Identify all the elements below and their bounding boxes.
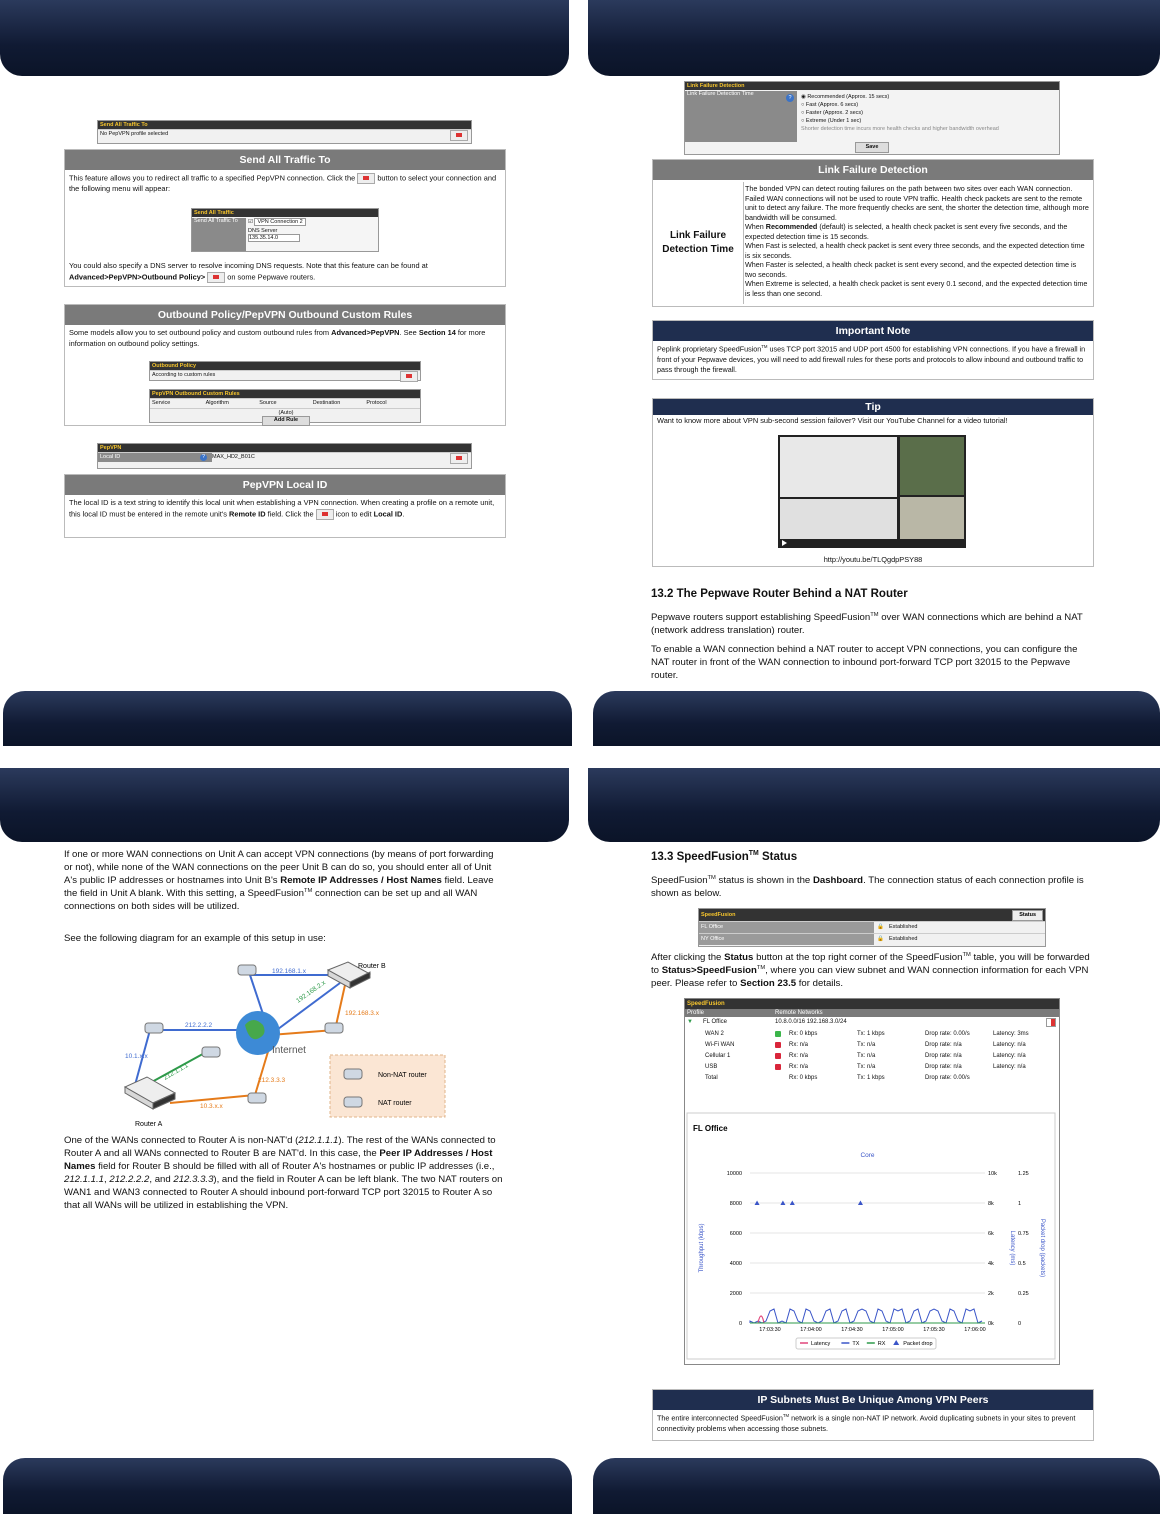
y-tick-label: 8000 — [729, 1201, 742, 1207]
text: over WAN connections which are behind a NAT (network address translation) router. — [651, 612, 1083, 637]
legend-label: RX — [877, 1341, 886, 1347]
text: field. Leave the field in Unit A blank. With this setting, a SpeedFusion — [64, 874, 494, 899]
y2-tick-label: 2k — [988, 1291, 994, 1297]
paragraph — [651, 612, 1093, 638]
box-body — [65, 495, 505, 523]
option-label: Faster (Approx. 2 secs) — [805, 110, 864, 116]
option-label: Fast (Approx. 6 secs) — [805, 102, 859, 108]
y3-tick-label: 0 — [1018, 1321, 1022, 1327]
text: , and — [149, 1173, 171, 1185]
text: field. Click the — [267, 509, 314, 519]
ip-label: 192.168.3.x — [345, 1010, 379, 1017]
ip-text: 212.1.1.1 — [64, 1173, 105, 1185]
status-button[interactable]: Status — [1012, 910, 1043, 921]
nat-router-icon — [145, 1023, 163, 1033]
help-icon[interactable]: ? — [786, 94, 794, 102]
edit-icon — [207, 272, 225, 283]
option-recommended[interactable]: ◉ Recommended (Approx. 15 secs) — [801, 94, 890, 100]
text: for more information on outbound policy settings. — [69, 328, 486, 348]
tx-value: Tx: n/a — [857, 1053, 876, 1059]
x-tick-label: 17:03:30 — [759, 1327, 781, 1333]
text: uses TCP port 32015 and UDP port 4500 for establishing VPN connections. If you have a firewall in front of your Pepwave devices, you will need to add firewall rules for these ports and protocols to allow inbound and outbound traffic to pass through the firewall. — [657, 344, 1086, 375]
ip-text: 212.1.1.1 — [298, 1135, 339, 1146]
paragraph: To enable a WAN connection behind a NAT router to accept VPN connections, you can configure the NAT router in front of the WAN connection to inbound port-forward TCP port 32015 to the Pepwave router. — [651, 644, 1078, 681]
text: When Extreme is selected, a health check packet is sent every 0.1 second, and the expected detection time is less than one second. — [745, 279, 1088, 298]
save-button[interactable]: Save — [855, 142, 889, 153]
field-name: Remote ID — [229, 509, 266, 519]
panel-bar: SpeedFusion — [685, 999, 1059, 1009]
y3-axis-label: Packet drop (packets) — [1039, 1218, 1045, 1278]
y-tick-label: 2000 — [729, 1291, 742, 1297]
panel-header — [685, 1009, 1059, 1017]
text: seconds, and the expected detection time is 15 seconds. — [745, 222, 1068, 241]
text: network is a single non-NAT IP network. Avoid duplicating subnets in your sites to prevent connectivity problems when accessing those subnets. — [657, 1413, 1076, 1433]
col-header: Protocol — [366, 400, 387, 406]
status-icon — [775, 1053, 781, 1059]
wan-name: USB — [705, 1064, 718, 1070]
nat-router-icon — [248, 1093, 266, 1103]
text: You could also specify a DNS server to resolve incoming DNS requests. Note that this feature can be found at — [69, 261, 428, 270]
status-icon — [775, 1042, 781, 1048]
text: status is shown in the — [718, 875, 811, 887]
tm: TM — [748, 850, 759, 857]
status-icon — [775, 1064, 781, 1070]
internet-label: Internet — [272, 1045, 306, 1056]
ui-row — [150, 370, 420, 380]
option-label: Recommended (Approx. 15 secs) — [807, 94, 890, 100]
video-router-view — [900, 497, 964, 539]
text: button at the top right corner of the SpeedFusion — [756, 952, 963, 964]
nat-network-diagram — [110, 955, 455, 1130]
path-text: Status>SpeedFusion — [661, 965, 757, 977]
col-remote: Remote Networks — [775, 1010, 823, 1016]
x-tick-label: 17:05:00 — [882, 1327, 904, 1333]
custom-rules-ui — [149, 389, 421, 423]
tx-value: Tx: n/a — [857, 1042, 876, 1048]
x-tick-label: 17:05:30 — [923, 1327, 945, 1333]
text: . — [402, 509, 405, 519]
ui-row-text: No PepVPN profile selected — [100, 131, 169, 137]
paragraph — [651, 952, 1093, 991]
ui-bar: Send All Traffic To — [98, 121, 471, 129]
dns-label: DNS Server — [248, 228, 278, 234]
ip-text: 212.3.3.3 — [173, 1173, 214, 1185]
vpn-select[interactable]: ☑ VPN Connection 2 — [248, 219, 306, 227]
text: . The connection status of each connection profile is shown as below. — [651, 875, 1084, 900]
outbound-policy-box — [64, 304, 506, 426]
page2-header-band — [588, 0, 1160, 76]
paragraph — [651, 875, 1093, 901]
profile-name: FL Office — [699, 922, 874, 933]
box-body — [65, 170, 505, 198]
non-nat-router-icon — [344, 1069, 362, 1079]
tm: TM — [782, 1413, 790, 1418]
box-title: Outbound Policy/PepVPN Outbound Custom Rules — [65, 305, 505, 325]
edit-icon — [357, 173, 375, 184]
profile-status: Established — [889, 924, 918, 930]
tm: TM — [756, 965, 766, 972]
x-tick-label: 17:04:00 — [800, 1327, 822, 1333]
bold-text: Recommended — [765, 222, 818, 231]
wan-row — [685, 1051, 1059, 1062]
local-id-value: MAX_HD2_B01C — [212, 454, 255, 460]
nat-router-icon — [238, 965, 256, 975]
ui-bar: Link Failure Detection — [685, 82, 1059, 90]
bold-text: Dashboard — [812, 875, 864, 887]
y3-tick-label: 0.25 — [1018, 1291, 1029, 1297]
wan-table — [685, 1027, 1059, 1083]
text: , where you can view subnet and WAN connection information for each VPN peer. Please refer to — [651, 965, 1089, 990]
y-tick-label: 10000 — [726, 1171, 742, 1177]
text: If one or more WAN connections on Unit A can accept VPN connections (by means of port forwarding or not), while none of the WAN connections on the peer Unit B can do so, you should enter all of Unit A's public IP addresses or hostnames into Unit B's — [64, 849, 494, 886]
local-id-label: Local ID — [98, 453, 212, 462]
video-camera-view — [900, 437, 964, 495]
x-tick-label: 17:04:30 — [841, 1327, 863, 1333]
expand-icon[interactable]: ▼ — [687, 1019, 693, 1025]
paragraph: See the following diagram for an example of this setup in use: — [64, 933, 326, 944]
y2-tick-label: 0k — [988, 1321, 994, 1327]
tm: TM — [761, 344, 768, 349]
box-title: Send All Traffic To — [65, 150, 505, 170]
video-thumbnail[interactable] — [778, 435, 966, 548]
col-header: Algorithm — [205, 400, 229, 406]
box-body — [653, 1410, 1093, 1437]
help-icon[interactable]: ? — [201, 454, 206, 460]
option-extreme[interactable]: ○ Extreme (Under 1 sec) — [801, 118, 862, 124]
text: Pepwave routers support establishing SpeedFusion — [651, 612, 871, 624]
drop-value: Drop rate: n/a — [925, 1042, 962, 1048]
text: The bonded VPN can detect routing failures on the path between two sites over each WAN connection. Failed WAN connections will not be used to route VPN traffic. Health check packets are sent to the remote unit to detect any failure. The more frequently checks are sent, the shorter the detection time, although more bandwidth will be consumed. — [745, 184, 1089, 222]
legend-label: TX — [852, 1341, 860, 1347]
text: field for Router B should be filled with all of Router A's hostnames or public IP addresses (i.e., — [98, 1160, 495, 1172]
text: The entire interconnected SpeedFusion — [657, 1413, 783, 1423]
text: ). The rest of the WANs connected to Router A and all WANs connected to Router B are NAT'd. In this case, the — [64, 1135, 496, 1159]
link-failure-ui — [684, 81, 1060, 155]
edit-icon[interactable] — [450, 453, 468, 464]
y2-tick-label: 4k — [988, 1261, 994, 1267]
wan-row — [685, 1062, 1059, 1073]
play-icon[interactable] — [782, 540, 787, 546]
y2-tick-label: 10k — [988, 1171, 997, 1177]
ip-label: 212.3.3.3 — [258, 1077, 286, 1084]
y2-axis-label: Latency (ms) — [1009, 1230, 1015, 1266]
tx-value: Tx: 1 kbps — [857, 1031, 885, 1037]
drop-value: Drop rate: n/a — [925, 1064, 962, 1070]
latency-value: Latency: 3ms — [993, 1031, 1029, 1037]
lock-icon: 🔒 — [877, 924, 884, 930]
edit-icon[interactable] — [400, 371, 418, 382]
path-text: Advanced>PepVPN>Outbound Policy> — [69, 272, 206, 282]
text: button to select your connection and the following menu will appear: — [69, 173, 497, 194]
option-label: Extreme (Under 1 sec) — [805, 118, 862, 124]
field-name: Remote IP Addresses / Host Names — [280, 874, 442, 886]
field-name: Peer IP Addresses / Host Names — [64, 1147, 493, 1172]
tip-box — [652, 398, 1094, 567]
link-failure-box — [652, 159, 1094, 307]
send-all-traffic-menu — [191, 208, 379, 252]
video-screen — [780, 499, 897, 539]
text: Status — [761, 850, 798, 863]
bold-text: Status — [724, 952, 754, 964]
text: 13.3 SpeedFusion — [651, 850, 749, 863]
wan-name: Total — [705, 1075, 718, 1081]
ui-row — [98, 452, 471, 462]
ip-text: 212.2.2.2 — [109, 1173, 150, 1185]
non-nat-router-icon — [202, 1047, 220, 1057]
legend-label: NAT router — [378, 1100, 412, 1107]
paragraph — [64, 849, 504, 914]
pepvpn-local-id-box — [64, 474, 506, 538]
rx-value: Rx: n/a — [789, 1042, 809, 1048]
outbound-policy-ui — [149, 361, 421, 381]
box-body — [65, 325, 505, 352]
wan-row — [685, 1029, 1059, 1040]
latency-value: Latency: n/a — [993, 1053, 1026, 1059]
text: SpeedFusion — [651, 875, 708, 887]
throughput-chart — [685, 1111, 1057, 1361]
important-note-box — [652, 320, 1094, 380]
y-tick-label: 0 — [738, 1321, 742, 1327]
ui-bar: PepVPN Outbound Custom Rules — [150, 390, 420, 398]
auto-row: (Auto) — [150, 408, 420, 418]
edit-icon[interactable] — [450, 130, 468, 141]
text: table, you will be forwarded to — [651, 952, 1090, 977]
box-title: Link Failure Detection — [653, 160, 1093, 180]
edit-icon — [316, 509, 334, 520]
ui-row — [98, 129, 471, 139]
chart-frame — [687, 1113, 1055, 1359]
router-a — [125, 1077, 175, 1109]
section-ref: Section 14 — [418, 328, 456, 337]
router-a-label: Router A — [135, 1121, 163, 1128]
legend-label: Non-NAT router — [378, 1072, 427, 1079]
chart-subtitle: Core — [860, 1152, 875, 1159]
legend-box — [330, 1055, 445, 1117]
rx-value: Rx: n/a — [789, 1053, 809, 1059]
y-tick-label: 6000 — [729, 1231, 742, 1237]
tm: TM — [303, 887, 313, 894]
dns-input[interactable]: 135.35.14.0 — [248, 234, 300, 242]
ip-label: 192.168.1.x — [272, 968, 306, 975]
profile-name: NY Office — [699, 934, 874, 945]
text: When Faster is selected, a health check packet is sent every second, and the expected detection time is two seconds. — [745, 260, 1077, 279]
ip-label: 192.168.2.x — [295, 979, 327, 1005]
option-fast[interactable]: ○ Fast (Approx. 6 secs) — [801, 102, 859, 108]
text: When Fast is selected, a health check packet is sent every three seconds, and the expected detection time is six seconds. — [745, 241, 1085, 260]
ip-label: 212.2.2.2 — [185, 1022, 213, 1029]
tm: TM — [707, 875, 716, 881]
text: Some models allow you to set outbound policy and custom outbound rules from — [69, 328, 330, 337]
unique-subnets-box — [652, 1389, 1094, 1441]
profile-name: FL Office — [703, 1019, 728, 1025]
profile-row[interactable] — [699, 921, 1045, 933]
drop-value: Drop rate: n/a — [925, 1053, 962, 1059]
chart-title: FL Office — [693, 1124, 728, 1133]
nat-router-icon — [344, 1097, 362, 1107]
wan-name: Wi-Fi WAN — [705, 1042, 735, 1048]
text: (default) is selected, a health check packet is sent every five — [819, 222, 1011, 231]
page4-header-band — [588, 768, 1160, 842]
lock-icon: 🔒 — [877, 936, 884, 942]
ui-bar: Send All Traffic — [192, 209, 378, 217]
menu-label: Send All Traffic To — [192, 218, 246, 251]
y3-tick-label: 1.25 — [1018, 1171, 1029, 1177]
y-axis-label: Throughput (kbps) — [699, 1223, 705, 1273]
latency-value: Latency: n/a — [993, 1042, 1026, 1048]
y3-tick-label: 0.75 — [1018, 1231, 1029, 1237]
status-icon — [775, 1031, 781, 1037]
send-all-traffic-box — [64, 149, 506, 287]
latency-value: Latency: n/a — [993, 1064, 1026, 1070]
option-note: Shorter detection time incurs more health checks and higher bandwidth overhead — [801, 126, 999, 132]
drop-value: Drop rate: 0.00/s — [925, 1075, 970, 1081]
tm: TM — [870, 612, 879, 618]
page1-header-band — [0, 0, 569, 76]
remote-networks: 10.8.0.0/16 192.168.3.0/24 — [775, 1019, 847, 1025]
text: After clicking the — [651, 952, 722, 964]
ui-bar: Outbound Policy — [150, 362, 420, 370]
ui-bar-title: SpeedFusion — [701, 912, 736, 918]
ui-row-text: According to custom rules — [152, 372, 216, 378]
page1-footer-band — [3, 691, 572, 746]
lfd-label: Link Failure Detection Time — [685, 91, 797, 142]
select-value: VPN Connection 2 — [254, 218, 305, 226]
page2-footer-band — [593, 691, 1160, 746]
section-13-3-heading — [651, 850, 797, 863]
drop-value: Drop rate: 0.00/s — [925, 1031, 970, 1037]
text: connection can be set up and all WAN connections on both sides will be utilized. — [64, 888, 478, 912]
col-profile: Profile — [687, 1010, 705, 1016]
speedfusion-detail-panel — [684, 998, 1060, 1365]
box-title: PepVPN Local ID — [65, 475, 505, 495]
wan-row — [685, 1073, 1059, 1084]
path-text: Advanced>PepVPN — [331, 328, 400, 337]
video-screen — [780, 437, 897, 497]
y2-tick-label: 8k — [988, 1201, 994, 1207]
box-body-2 — [65, 258, 432, 286]
y3-tick-label: 0.5 — [1018, 1261, 1026, 1267]
section-13-2-heading: 13.2 The Pepwave Router Behind a NAT Router — [651, 588, 908, 600]
ip-label: 10.1.x.x — [125, 1053, 148, 1060]
text: One of the WANs connected to Router A is non-NAT'd ( — [64, 1135, 299, 1146]
text: This feature allows you to redirect all traffic to a specified PepVPN connection. Click the — [69, 173, 356, 183]
tx-value: Tx: 1 kbps — [857, 1075, 885, 1081]
text: icon to edit — [335, 509, 372, 519]
wan-name: Cellular 1 — [705, 1053, 731, 1059]
ui-bar — [699, 909, 1045, 921]
send-all-traffic-ui — [97, 120, 472, 144]
row-text — [745, 184, 1089, 298]
pepvpn-ui — [97, 443, 472, 469]
wan-row — [685, 1040, 1059, 1051]
y-tick-label: 4000 — [729, 1261, 742, 1267]
text: on some Pepwave routers. — [227, 272, 316, 282]
text: for details. — [798, 978, 844, 990]
option-faster[interactable]: ○ Faster (Approx. 2 secs) — [801, 110, 864, 116]
field-name: Local ID — [373, 509, 403, 519]
speedfusion-status-ui — [698, 908, 1046, 947]
tm: TM — [962, 952, 971, 958]
router-b-label: Router B — [358, 963, 386, 970]
legend-label: Packet drop — [903, 1341, 933, 1347]
chart-icon[interactable] — [1046, 1018, 1056, 1027]
box-body — [653, 341, 1093, 379]
profile-status: Established — [889, 936, 918, 942]
box-title: Tip — [653, 399, 1093, 415]
ip-label: 10.3.x.x — [200, 1103, 223, 1110]
box-title: IP Subnets Must Be Unique Among VPN Peers — [653, 1390, 1093, 1410]
box-body: Want to know more about VPN sub-second session failover? Visit our YouTube Channel for a video tutorial! — [657, 416, 1008, 425]
text: ), and the field in Router A can be left blank. The two NAT routers on WAN1 and WAN3 connected to Router A should inbound port-forward TCP port 32015 to Router A so that all WANs will be utilized in establishing the VPN. — [64, 1173, 503, 1211]
rx-value: Rx: 0 kbps — [789, 1031, 818, 1037]
col-header: Source — [259, 400, 277, 406]
row-label: Link Failure Detection Time — [653, 182, 744, 304]
legend-label: Latency — [811, 1341, 831, 1347]
nat-router-icon — [325, 1023, 343, 1033]
text: The local ID is a text string to identify this local unit when establishing a VPN connection. When creating a profile on a remote unit, this local ID must be entered in the remote unit's — [69, 498, 495, 519]
text: When — [745, 222, 764, 231]
text: Peplink proprietary SpeedFusion — [657, 344, 762, 354]
page3-footer-band — [3, 1458, 572, 1514]
ui-bar: PepVPN — [98, 444, 471, 452]
x-tick-label: 17:06:00 — [964, 1327, 986, 1333]
page3-header-band — [0, 768, 569, 842]
ip-label: 212.1.1.1 — [162, 1062, 190, 1082]
rx-value: Rx: n/a — [789, 1064, 809, 1070]
y3-tick-label: 1 — [1018, 1201, 1022, 1207]
add-rule-button[interactable]: Add Rule — [262, 416, 310, 426]
y2-tick-label: 6k — [988, 1231, 994, 1237]
box-title: Important Note — [653, 321, 1093, 341]
wan-name: WAN 2 — [705, 1031, 724, 1037]
profile-row[interactable] — [699, 933, 1045, 945]
profile-line[interactable] — [685, 1017, 1059, 1027]
page4-footer-band — [593, 1458, 1160, 1514]
col-header: Destination — [312, 400, 341, 406]
rules-header-row — [150, 398, 420, 408]
paragraph: One of the WANs connected to Router A is non-NAT'd (212.1.1.1). The rest of the WANs connected to Router A and all WANs connected to Router B are NAT'd. In this case, the Peer IP Addresses / Host Names field for Router B should be filled with all of Router A's hostnames or public IP addresses (i.e., 212.1.1.1, 212.2.2.2, and 212.3.3.3), and the field in Router A can be left blank. The two NAT routers on WAN1 and WAN3 connected to Router A should inbound port-forward TCP port 32015 to Router A so that all WANs will be utilized in establishing the VPN. — [64, 1135, 503, 1211]
text: . See — [399, 328, 417, 337]
tx-value: Tx: n/a — [857, 1064, 876, 1070]
col-header: Service — [152, 400, 171, 406]
section-ref: Section 23.5 — [740, 978, 797, 990]
video-link[interactable]: http://youtu.be/TLQgdpPSY88 — [823, 555, 923, 564]
rx-value: Rx: 0 kbps — [789, 1075, 818, 1081]
